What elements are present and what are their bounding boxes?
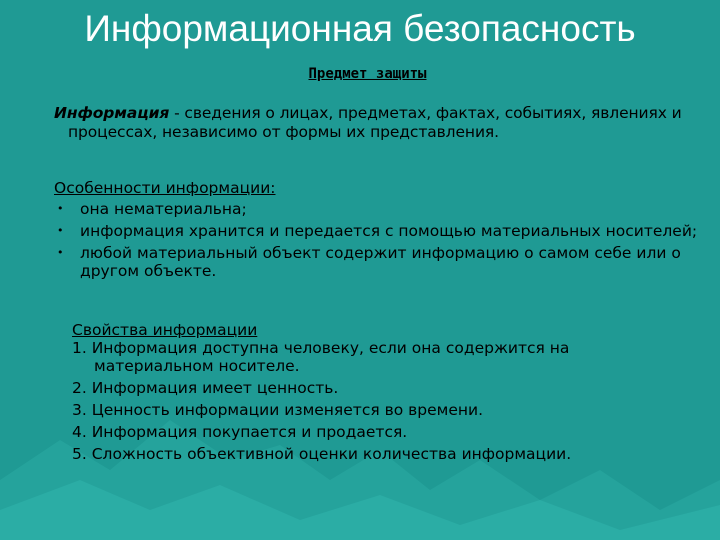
list-item: • информация хранится и передается с помощью материальных носителей; xyxy=(57,222,698,240)
list-item: 4. Информация покупается и продается. xyxy=(72,423,408,441)
definition-text: - сведения о лицах, предметах, фактах, событиях, явлениях и процессах, независимо от формы их представления. xyxy=(68,104,682,141)
bullet-icon: • xyxy=(57,246,64,259)
properties-section xyxy=(72,321,672,467)
list-item: 1. Информация доступна человеку, если она содержится на материальном носителе. xyxy=(72,339,570,375)
features-section xyxy=(54,179,709,284)
bullet-icon: • xyxy=(57,202,64,215)
list-item: 3. Ценность информации изменяется во времени. xyxy=(72,401,484,419)
properties-list xyxy=(72,339,672,463)
features-list xyxy=(54,200,709,280)
list-item: • она нематериальна; xyxy=(57,200,247,218)
list-item: • любой материальный объект содержит информацию о самом себе или о другом объекте. xyxy=(57,244,681,280)
bullet-icon: • xyxy=(57,224,64,237)
slide-subtitle: Предмет защиты xyxy=(308,66,427,82)
properties-heading: Свойства информации xyxy=(72,321,258,339)
list-item: 2. Информация имеет ценность. xyxy=(72,379,339,397)
definition-term: Информация xyxy=(54,104,170,122)
definition-paragraph xyxy=(54,104,718,142)
list-item: 5. Сложность объективной оценки количества информации. xyxy=(72,445,572,463)
slide-title: Информационная безопасность xyxy=(84,8,636,49)
features-heading: Особенности информации: xyxy=(54,179,276,197)
